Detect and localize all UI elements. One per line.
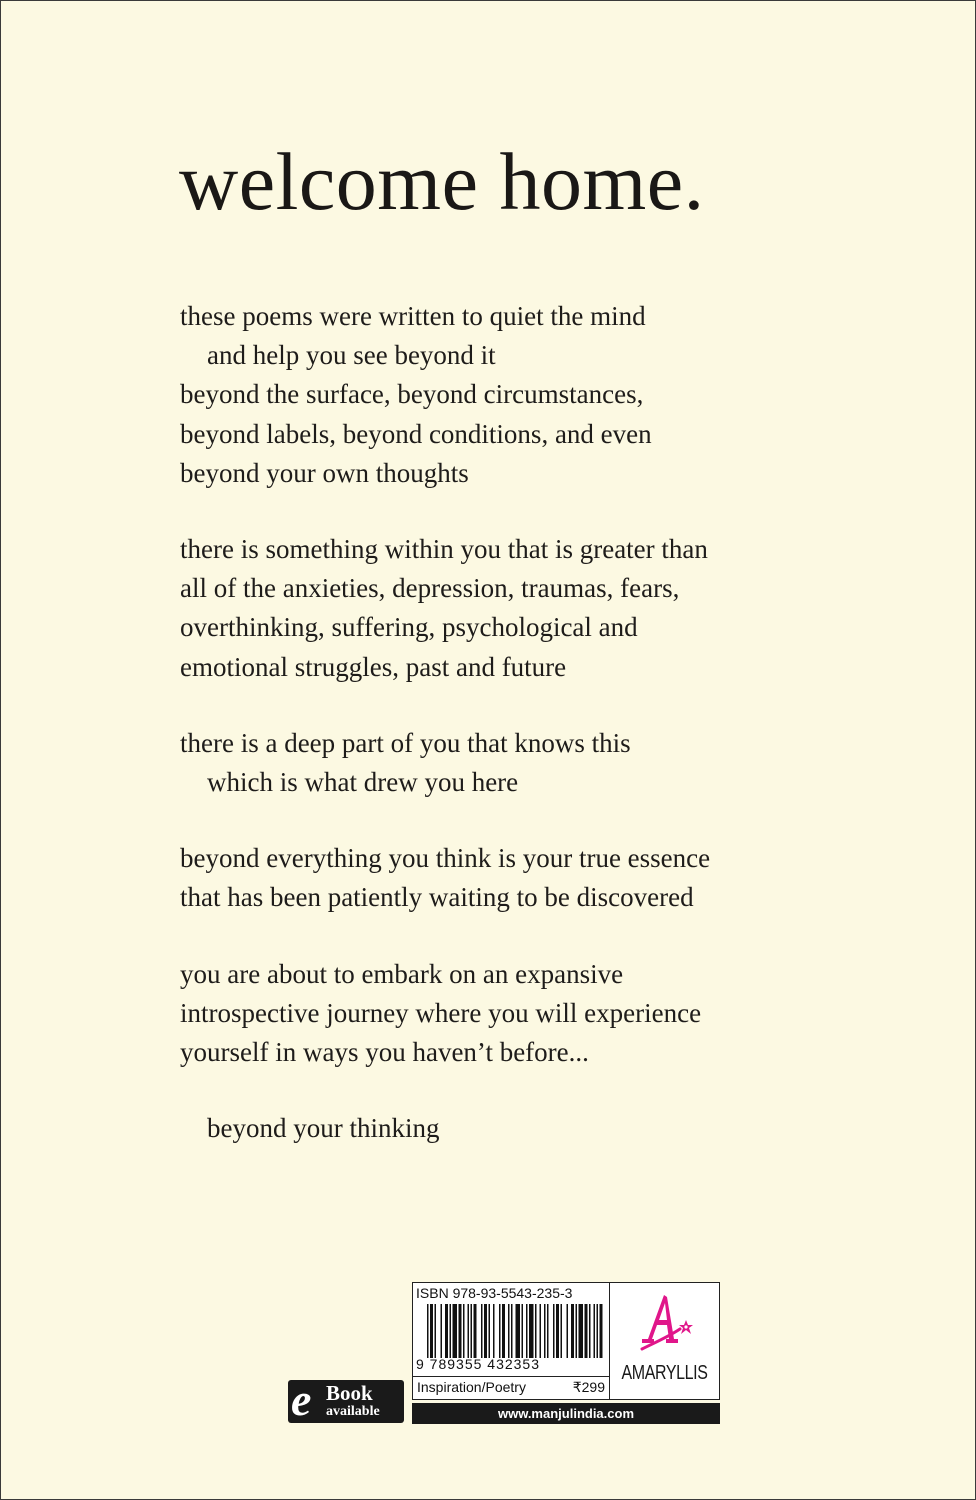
barcode-bar: [516, 1304, 521, 1358]
poem-line: beyond your own thoughts: [180, 457, 469, 488]
barcode-bar: [511, 1304, 513, 1358]
poem-line: there is a deep part of you that knows this: [180, 727, 631, 758]
poem-stanza: [180, 1109, 800, 1148]
barcode-bar: [579, 1304, 584, 1358]
poem-stanza: [180, 955, 800, 1073]
poem-stanza: [180, 724, 800, 802]
barcode-bar: [445, 1304, 448, 1358]
barcode-bar: [453, 1304, 458, 1358]
barcode-bar: [427, 1304, 429, 1358]
poem-line: these poems were written to quiet the mind: [180, 301, 646, 331]
barcode-bar: [567, 1304, 569, 1358]
barcode-bar: [508, 1304, 510, 1358]
book-price: ₹299: [572, 1379, 605, 1395]
poem-line: yourself in ways you haven’t before...: [180, 1037, 589, 1068]
barcode-bar: [474, 1304, 477, 1358]
poem-line: you are about to embark on an expansive: [180, 958, 624, 989]
isbn-number: ISBN 978-93-5543-235-3: [416, 1285, 573, 1301]
poem-line: that has been patiently waiting to be discovered: [180, 882, 694, 913]
poem-line: and help you see beyond it: [207, 340, 496, 371]
barcode-bar: [553, 1304, 555, 1358]
barcode-bar: [435, 1304, 437, 1358]
poem-line: introspective journey where you will experience: [180, 997, 702, 1028]
ebook-e-glyph: e: [291, 1374, 312, 1425]
barcode-divider: [413, 1376, 609, 1377]
barcode-bar: [529, 1304, 534, 1358]
barcode-bar: [576, 1304, 578, 1358]
barcode-bars: [427, 1304, 607, 1358]
book-category: Inspiration/Poetry: [417, 1379, 526, 1395]
barcode-bar: [561, 1304, 563, 1358]
barcode-bar: [481, 1304, 483, 1358]
amaryllis-logo-icon: [634, 1291, 698, 1355]
poem-line: there is something within you that is greater than: [180, 534, 708, 565]
barcode-bar: [535, 1304, 537, 1358]
barcode-bar: [556, 1304, 559, 1358]
poem-line: beyond everything you think is your true essence: [180, 843, 711, 874]
barcode-bar: [594, 1304, 596, 1358]
barcode-bar: [585, 1304, 588, 1358]
barcode-bar: [459, 1304, 462, 1358]
ean-digits: 9 789355 432353: [416, 1356, 540, 1372]
publisher-name: AMARYLLIS: [621, 1362, 708, 1384]
ebook-available-label: available: [326, 1404, 380, 1419]
poem-stanza: [180, 839, 800, 917]
poem-stanza: [180, 530, 800, 687]
barcode-bar: [522, 1304, 524, 1358]
barcode-bar: [441, 1304, 443, 1358]
poem-body: [180, 297, 800, 1185]
cover-title: welcome home.: [179, 136, 705, 227]
barcode-bar: [493, 1304, 495, 1358]
isbn-barcode-block: [412, 1282, 610, 1400]
barcode-bar: [589, 1304, 591, 1358]
ebook-available-badge: [288, 1374, 404, 1425]
barcode-bar: [468, 1304, 470, 1358]
poem-stanza: [180, 297, 800, 493]
barcode-bar: [463, 1304, 465, 1358]
barcode-bar: [430, 1304, 433, 1358]
barcode-bar: [450, 1304, 452, 1358]
barcode-bar: [547, 1304, 549, 1358]
barcode-bar: [499, 1304, 501, 1358]
barcode-bar: [471, 1304, 473, 1358]
barcode-bar: [597, 1304, 599, 1358]
barcode-bar: [600, 1304, 603, 1358]
barcode-bar: [489, 1304, 491, 1358]
barcode-bar: [526, 1304, 528, 1358]
publisher-website: www.manjulindia.com: [412, 1403, 720, 1424]
poem-line: beyond your thinking: [207, 1113, 440, 1144]
poem-line: overthinking, suffering, psychological and: [180, 612, 638, 643]
barcode-bar: [544, 1304, 546, 1358]
barcode-bar: [540, 1304, 542, 1358]
ebook-label: Book: [326, 1381, 373, 1405]
poem-line: emotional struggles, past and future: [180, 651, 567, 682]
publisher-logo-block: [610, 1282, 720, 1400]
poem-line: beyond the surface, beyond circumstances,: [180, 379, 644, 410]
poem-line: beyond labels, beyond conditions, and even: [180, 418, 652, 449]
poem-line: all of the anxieties, depression, traumas, fears,: [180, 573, 680, 604]
poem-line: which is what drew you here: [207, 767, 519, 798]
barcode-bar: [502, 1304, 505, 1358]
barcode-bar: [484, 1304, 487, 1358]
barcode-bar: [571, 1304, 574, 1358]
